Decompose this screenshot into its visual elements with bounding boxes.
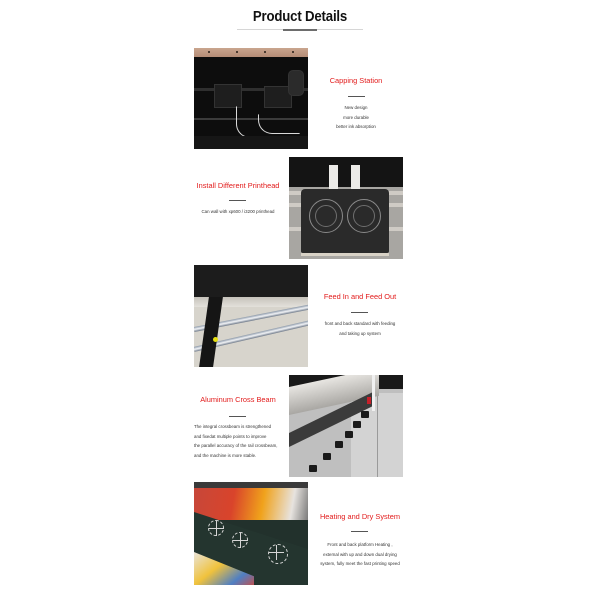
feature-title: Feed In and Feed Out (323, 292, 397, 301)
page-title: Product Details (252, 8, 348, 25)
capping-station-photo (194, 48, 308, 149)
feature-title: Install Different Printhead (196, 181, 280, 190)
title-divider-accent (283, 29, 317, 31)
feature-description: Can wall with xp600 / i3200 printhead (201, 209, 275, 214)
feature-title: Heating and Dry System (319, 512, 401, 521)
feature-description: New design more durable better ink absorption (336, 105, 376, 130)
feature-title: Aluminum Cross Beam (200, 395, 276, 404)
feature-description: The integral crossbeam is strengthened and fixedat multiple points to improve the parallel accuracy of the rail crossbeam, and the machine is more stable. (194, 424, 278, 458)
feature-divider (229, 200, 246, 201)
feature-title: Capping Station (329, 76, 383, 85)
feature-divider (351, 312, 368, 313)
printhead-carriage-photo (289, 157, 403, 259)
cross-beam-photo (289, 375, 403, 477)
feature-divider (229, 416, 246, 417)
feature-description: front and back standard with feeding and taking up system (324, 321, 396, 336)
feature-divider (348, 96, 365, 97)
feature-description: Front and back platform Heating , external with up and down dual drying system, fully meet the fast printing speed (320, 542, 400, 567)
heating-dry-system-photo (194, 482, 308, 585)
feed-rollers-photo (194, 265, 308, 367)
feature-divider (351, 531, 368, 532)
